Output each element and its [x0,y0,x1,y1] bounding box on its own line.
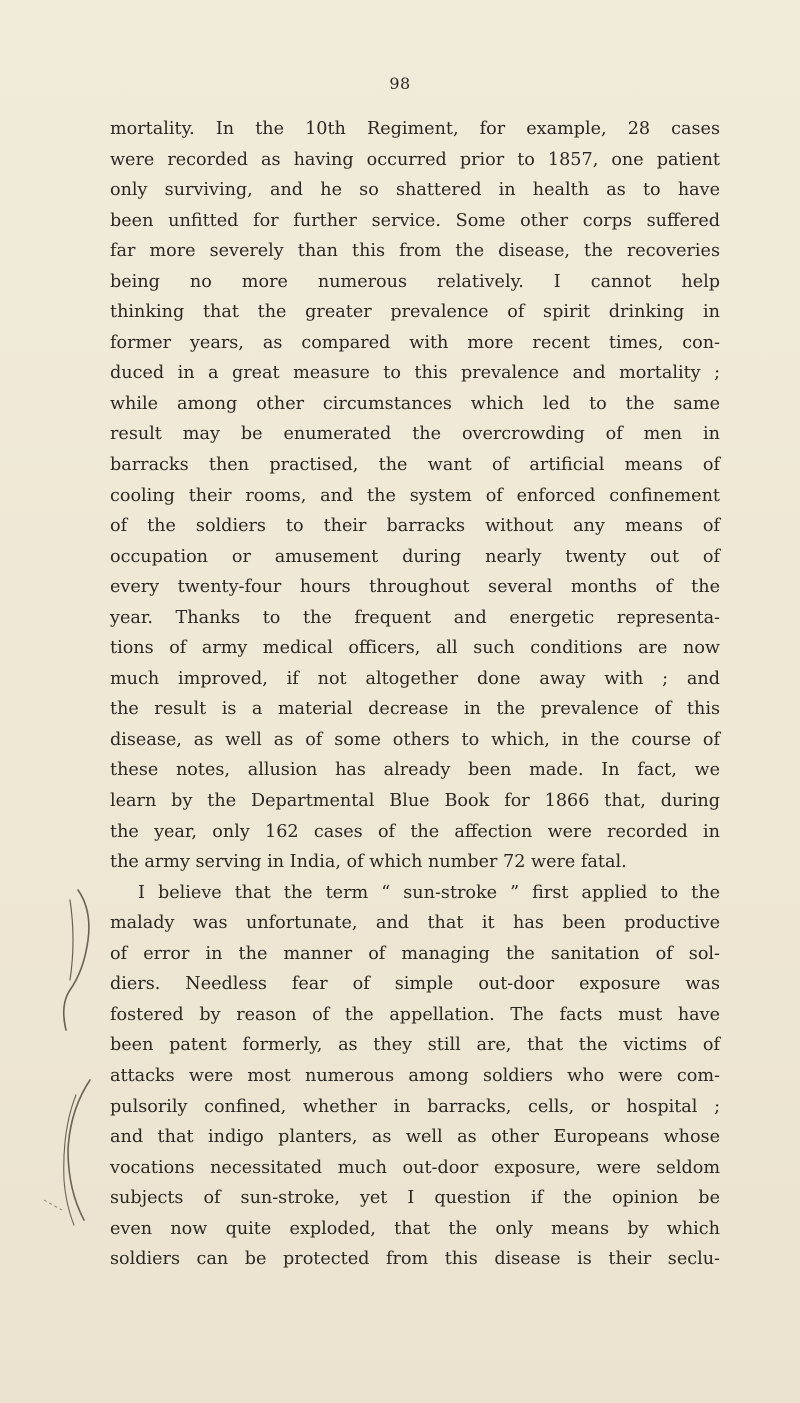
text-line: the army serving in India, of which number 72 were fatal. [110,852,627,873]
text-line: cooling their rooms, and the system of enforced confinement [110,485,720,506]
text-line: were recorded as having occurred prior to 1857, one patient [110,149,720,170]
text-line: year. Thanks to the frequent and energetic representa- [110,607,720,628]
text-line: these notes, allusion has already been made. In fact, we [110,760,720,781]
text-line: learn by the Departmental Blue Book for 1866 that, during [110,791,720,812]
body-text [110,114,720,1275]
text-line: tions of army medical officers, all such conditions are now [110,638,720,659]
text-line: of the soldiers to their barracks without any means of [110,516,720,537]
text-line: occupation or amusement during nearly twenty out of [110,546,720,567]
text-line: the year, only 162 cases of the affection were recorded in [110,821,720,842]
text-line: malady was unfortunate, and that it has been productive [110,913,720,934]
text-line: every twenty-four hours throughout several months of the [110,577,720,598]
text-line: disease, as well as of some others to which, in the course of [110,729,720,750]
text-line: while among other circumstances which led to the same [110,393,720,414]
page-number: 98 [389,74,411,93]
text-line: fostered by reason of the appellation. The facts must have [110,1004,720,1025]
text-line: mortality. In the 10th Regiment, for example, 28 cases [110,119,720,139]
text-line: former years, as compared with more recent times, con- [110,332,720,353]
text-line: much improved, if not altogether done away with ; and [110,668,720,689]
text-line: being no more numerous relatively. I cannot help [110,271,720,292]
text-line: soldiers can be protected from this disease is their seclu- [110,1249,720,1270]
margin-bracket-mark [40,880,100,1240]
text-line: been patent formerly, as they still are, that the victims of [110,1035,720,1056]
text-line: far more severely than this from the disease, the recoveries [110,241,720,262]
text-line: subjects of sun-stroke, yet I question if the opinion be [110,1188,720,1209]
text-line: barracks then practised, the want of artificial means of [110,455,720,476]
text-line: attacks were most numerous among soldiers who were com- [110,1065,720,1086]
text-line: diers. Needless fear of simple out-door exposure was [110,974,720,995]
text-line: vocations necessitated much out-door exposure, were seldom [110,1157,720,1178]
text-line: I believe that the term “ sun-stroke ” first applied to the [138,882,720,903]
text-line: duced in a great measure to this prevalence and mortality ; [110,363,720,384]
text-line: thinking that the greater prevalence of spirit drinking in [110,302,720,323]
text-line: pulsorily confined, whether in barracks, cells, or hospital ; [110,1096,720,1117]
text-line: been unfitted for further service. Some other corps suffered [110,210,720,231]
text-line: even now quite exploded, that the only means by which [110,1218,720,1239]
text-line: the result is a material decrease in the prevalence of this [110,699,720,720]
text-line: of error in the manner of managing the sanitation of sol- [110,943,720,964]
text-line: result may be enumerated the overcrowding of men in [110,424,720,445]
text-line: and that indigo planters, as well as other Europeans whose [110,1127,720,1148]
text-line: only surviving, and he so shattered in health as to have [110,180,720,201]
